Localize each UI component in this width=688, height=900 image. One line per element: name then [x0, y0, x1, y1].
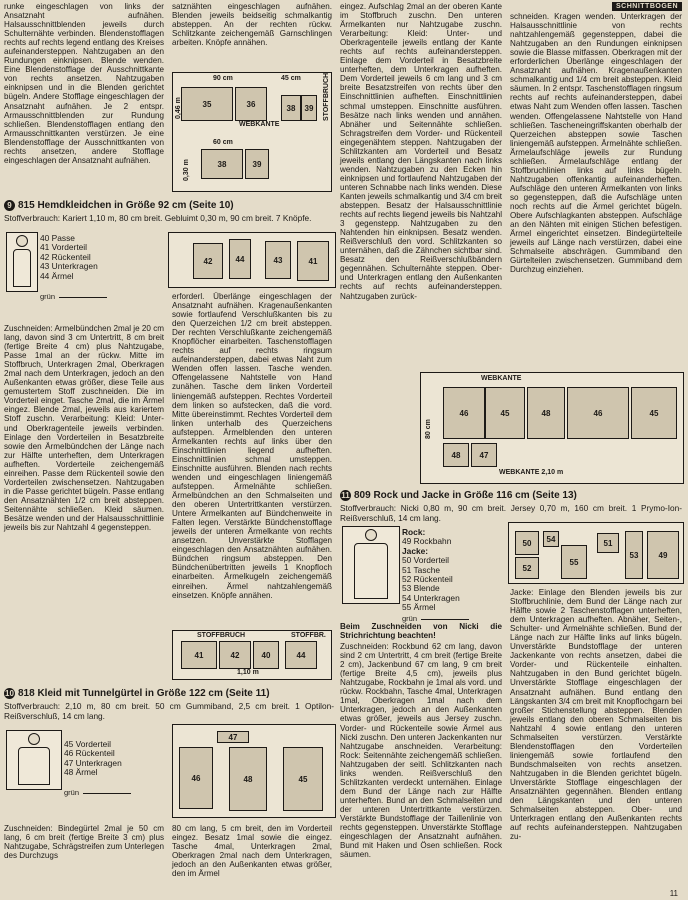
part-item: 51 Tasche	[402, 564, 441, 575]
part-item: 42 Rückenteil	[40, 251, 91, 262]
pattern-piece-43: 43	[265, 241, 291, 279]
section-809-title-text: 809 Rock und Jacke in Größe 116 cm (Seite 13)	[354, 490, 577, 501]
section-815-number: 9	[4, 200, 15, 211]
part-item: 44 Ärmel	[40, 270, 74, 281]
label-webkante-818-bottom: WEBKANTE 2,10 m	[499, 469, 564, 476]
pattern-piece-38: 38	[281, 95, 301, 121]
part-item: 48 Ärmel	[64, 767, 98, 778]
pattern-piece-50: 50	[515, 531, 539, 555]
section-809-body-right: Jacke: Einlage den Blenden jeweils bis zur Stoffbruchlinie, dem Bund der Länge nach zur Hälfte sowie 2 Taschenstofflagen unterheften, dem Unterkragen aufheften. Abnäher, Seiten-, Schulter- und Ärmelnähte schließen. Bund der Länge nach zur Hälfte links auf links bügeln. Unverstärkte Bundstofflage der unteren Jackenkante von rechts ansetzen, dabei die Vorder- und Rückenteile einhalten. Nahtzugaben in den Bund gerichtet bügeln. Unverstärkte Stofflage eingeschlagen der Ansatznaht aufnähen. Bund entlang den Längskanten 3/4 cm breit mit Knopflochgarn bei großer Stichenstellung absteppen. Blenden jeweils entlang den oberen Schmalseiten bis Nahtzahl 4 sowie entlang den unteren Schmalseiten verstürzen. Verstärkte Blendenstofflagen den Vorderteilen liniengemäß sowie fortlaufend den Bundschmalseiten von rechts ansetzen. Nahtzugaben in die Blenden gerichtet bügeln. Unverstärkte Stofflage eingeschlagen der Ansatznähten gegennähen. Blenden entlang den Längskanten und den unteren Schmalseiten absteppen. Ober- und Unterkragen entlang den Außenkanten rechts auf rechts aufeinandersteppen. Nahtzugaben zu-	[510, 588, 682, 842]
section-809-material: Stoffverbrauch: Nicki 0,80 m, 90 cm breit. Jersey 0,70 m, 160 cm breit. 1 Prymo-Ion-Reißverschluß, 14 cm lang.	[340, 503, 682, 523]
label-stoffbr-815: STOFFBR.	[291, 632, 326, 639]
model-sketch-809	[342, 526, 400, 604]
part-group-heading: Rock:	[402, 527, 426, 537]
pattern-diagram-top	[172, 72, 332, 192]
section-815-material: Stoffverbrauch: Kariert 1,10 m, 80 cm breit. Gebluimt 0,30 m, 90 cm breit. 7 Knöpfe.	[4, 213, 312, 223]
section-815-body-right: erforderl. Überlänge eingeschlagen der Ansatznaht aufnähen. Kragenaußenkanten sowie fortlaufend Verschlußkanten bis zu den Querzeichen 1/2 cm breit absteppen. Der rechten Verschlußkante zeichengemäß Knopflöcher einarbeiten. Taschenstofflagen rechts auf rechts ringsum aufeinandersteppen, dabei etwas Naht zum Wenden offen lassen. Tasche wenden. Offengelassene Nahtstelle von Hand zunähen. Tasche dem linken Vorderteil liniengemäß aufsteppen. Rechtes Vorderteil dem linken so aufstecken, daß die vord. Mitte übereinstimmt. Rechtes Vorderteil dem linken unterhalb des Querzeichens aufsteppen. Ärmelblenden den unteren Ärmelkanten rechts auf links über den Einschnittlinien liegend aufheften. Einschnittlinien schmal umsteppen. Einschnitte ausführen. Blenden nach rechts wenden und eingeschlagen liniengemäß aufsteppen. Ärmelnähte schließen. Ärmelbündchen an den Schmalseiten und den oberen Untertrittkanten verstürzen. Untere Ärmelkanten auf Bündchenweite in Falten legen. Verstärkte Bündchenstofflage jeweils der unteren Ärmelkante von rechts ansetzen. Unverstärkte Stofflagen eingeschlagen den Ansatznähten aufnähen. Bündchen ringsum absteppen. Den Bündchenübertritten jeweils 1 Knopfloch einarbeiten. Ärmelkugeln zeichengemäß einreihen. Ärmel nahtzahlengemäß einsetzen. Knöpfe annähen.	[172, 292, 332, 600]
label-webkante: WEBKANTE	[239, 121, 280, 128]
label-80cm-818: 80 cm	[425, 419, 432, 439]
section-809-body-left: Zuschneiden: Rockbund 62 cm lang, davon sind 2 cm Untertritt, 4 cm breit (fertige Breite 2 cm), Jackenbund 67 cm lang, 9 cm breit (fertige Breite 4,5 cm), jeweils plus Nahtzugabe, Rockbahn je 1mal als vord. und rückw. Rockbahn, Tasche 4mal, Unterkragen 1mal, Oberkragen 1mal nach dem Unterkragen, jedoch an den Außenkanten etwas größer, jeweils aus Jersey zuschn. Vorder- und Rückenteile sowie Ärmel aus Nicki zuschn. Den unteren Jackenkanten nur Nahtzugabe anschneiden. Verarbeitung: Rock: Seitennähte zeichengemäß schließen. Nahtzugaben der seitl. Schlitzkanten nach links wenden. Reißverschluß den Schlitzkanten verdeckt unternähen. Einlage dem Bund der Länge nach zur Hälfte unterheften. Bund an den Schmalseiten und der unteren Untertrittkante verstürzen. Verstärkte Bundstofflage der Taillenlinie von rechts gegensteppen. Unverstärkte Stofflage eingeschlagen der Ansatznaht aufnähen. Bund mit Haken und Ösen schließen. Rock säumen.	[340, 642, 502, 860]
label-030m: 0,30 m	[183, 159, 190, 181]
part-item: 43 Unterkragen	[40, 261, 98, 272]
label-110m: 1,10 m	[237, 669, 259, 676]
pattern-piece-47-layout: 47	[471, 443, 497, 467]
section-815-body-left: Zuschneiden: Armelbündchen 2mal je 20 cm lang, davon sind 3 cm Untertritt, 8 cm breit (fertige Breite 4 cm) plus Nahtzugabe, Passe 1mal an der rückw. Mitte im Stoffbruch, Unterkragen 2mal, Oberkragen 2mal nach dem Unterkragen, jedoch an den Außenkanten etwas größer, diese Teile aus gemustertem Stoff zuschneiden. Die im Vorderteil einget. Tasche 2mal, die im Ärmel eingez. Blende 2mal, jeweils aus kariertem Stoff zuschn. Verarbeitung: Kleid: Unter- und Oberkragenteile jeweils verbinden. Einlage den Vorderteilen in Besatzbreite sowie den Ärmelbündchen der Länge nach zur Hälfte unterheften, dem Unterkragen aufheften. Vorderteile zeichengemäß einreihen. Passe dem Rückenteil sowie den Vorderteilen zwischensetzen. Nahtzugaben in die Passe gerichtet bügeln. Passe entlang den Ansatznähten 1/2 cm breit absteppen. Seitennähte schließen. Kleid säumen. Besätze wenden und der Halsausschnittlinie jeweils bis zur Nahtzahl 4 gegensteppen.	[4, 324, 164, 533]
section-815-text-right	[172, 292, 332, 602]
section-815	[4, 200, 334, 226]
section-818-text-left	[4, 824, 164, 862]
pattern-piece-48-layout-b: 48	[443, 443, 469, 467]
section-818-body-left: Zuschneiden: Bindegürtel 2mal je 50 cm lang, 6 cm breit (fertige Breite 3 cm) plus Nahtzugabe, Schrägstreifen zum Unterlegen des Durchzugs	[4, 824, 164, 861]
label-046m: 0,46 m	[175, 97, 182, 119]
pattern-layout-815	[172, 630, 332, 680]
section-818	[4, 688, 334, 723]
section-818-text-right	[172, 824, 332, 880]
pattern-piece-40-layout: 40	[253, 641, 279, 669]
section-809-title	[340, 490, 682, 502]
label-90cm: 90 cm	[213, 75, 233, 82]
schnittbogen-logo: SCHNITTBOGEN	[612, 2, 682, 11]
section-818-number: 10	[5, 689, 14, 698]
col4-top-text	[510, 12, 682, 276]
pattern-piece-44: 44	[229, 239, 251, 279]
pattern-layout-818	[420, 372, 684, 484]
section-815-title-text: 815 Hemdkleidchen in Größe 92 cm (Seite 10)	[18, 200, 234, 211]
section-809	[340, 490, 682, 525]
pattern-piece-41-layout: 41	[181, 641, 217, 669]
pattern-piece-36: 36	[235, 87, 267, 121]
pattern-piece-45-layout-b: 45	[631, 387, 677, 439]
pattern-piece-45: 45	[283, 747, 323, 811]
part-item: 40 Passe	[40, 233, 75, 243]
part-item: 54 Unterkragen	[402, 592, 460, 603]
section-818-material: Stoffverbrauch: 2,10 m, 80 cm breit. 50 cm Gummiband, 2,5 cm breit. 1 Optilon-Reißverschluß, 14 cm lang.	[4, 701, 334, 721]
pattern-piece-47: 47	[217, 731, 249, 743]
section-809-number: 11	[341, 491, 350, 500]
pattern-piece-38b: 38	[201, 149, 243, 179]
pattern-piece-44-layout: 44	[285, 641, 317, 669]
pattern-piece-35: 35	[181, 87, 233, 121]
pattern-piece-45-layout: 45	[485, 387, 525, 439]
col4-paragraph: schneiden. Kragen wenden. Unterkragen der Halsausschnittlinie von rechts nahtzahlengemäß gegensteppen, dabei die Nahtzugaben an den Rundungen einknipsen sowie die Blasse mitfassen. Oberkragen mit der erforderlichen Überlänge eingeschlagen der Ansatznaht aufnähen. Kragenaußenkanten schmalkantig und 1/4 cm breit absteppen. Kleid säumen. In 2 entspr. Taschenstofflagen ringsum rechts auf rechts aufeinandersteppen, dabei etwas Naht zum Wenden offen lassen. Taschen wenden. Offengelassene Nahtstelle von Hand schließen. Tascheneingriffskanten oberhalb der Querzeichen absteppen sowie Taschen liniengemäß aufsteppen. Ärmelnähte schließen. Ärmelaufschläge jeweils zur Rundung schließen. Ärmelaufschläge entlang der Stoffbruchlinien links auf links bügeln. Nahtzugaben offenkantig aufeinanderheften. Aufschläge den unteren Ärmelkanten von links so gegensteppen, daß die Aufschläge unten noch rechts auf die Ärmel gerichtet bügeln. Obere Aufschlagkanten absteppen. Aufschläge an den Nähten mit einigen Stichen befestigen. Ärmel eingerichtet einsetzen. Bindegürtelteile jeweils auf Länge nach verstürzen, dabei eine Schmalseite abschrägen. Gummiband den Gürtelteilen zwischensetzen. Gummiband dem Durchzug einziehen.	[510, 12, 682, 275]
color-legend-815	[40, 292, 107, 301]
parts-list-818	[64, 740, 122, 778]
pattern-piece-41: 41	[297, 241, 329, 281]
section-815-title	[4, 200, 334, 212]
label-stoffbruch: STOFFBRUCH	[323, 72, 330, 121]
part-item: 47 Unterkragen	[64, 757, 122, 768]
color-legend-label: grün	[40, 292, 56, 301]
pattern-piece-46-layout: 46	[443, 387, 485, 439]
pattern-piece-39: 39	[301, 95, 317, 121]
col1-paragraph: runke eingeschlagen von links der Ansatznaht aufnähen. Halsausschnittblenden jeweils durch Schulternähte verbinden. Blendenstofflagen rechts auf rechts legend entlang des Kreises aufeinandersteppen. Nahtzugaben an den Rundungen einknipsen. Blende wenden. Eine Blendenstofflage der Ausschnittkante von rechts ansetzen. Nahtzugaben einknipsen und in die Blenden gerichtet bügeln. Andere Stofflage eingeschlagen der Ansatznaht aufnähen. Je 2 entspr. Armausschnittblenden zur Rundung schließen. Blendenstofflagen entlang den Armausschnittkanten verstürzen. Je eine Blendenstofflage der Ausschnittkanten von rechts ansetzen, andere Stofflage eingeschlagen der Ansatznaht aufnähen.	[4, 2, 164, 165]
pattern-piece-46: 46	[179, 747, 213, 809]
label-webkante-818-top: WEBKANTE	[481, 375, 522, 382]
part-item: 50 Vorderteil	[402, 555, 450, 566]
model-sketch-815	[6, 232, 38, 292]
pattern-piece-55: 55	[561, 545, 587, 579]
col3-paragraph: eingez. Aufschlag 2mal an der oberen Kante im Stoffbruch zuschn. Den unteren Ärmelkanten nur Nahtzugabe zuschn. Verarbeitung: Kleid: Unter- und Oberkragenteile jeweils entlang der Kante rechts auf rechts aufeinandersteppen. Einlage dem Vorderteil in Besatzbreite unterheften, dem Unterkragen aufheften. Dem Vorderteil jeweils 6 cm lang und 3 cm breite Besatzstreifen von rechts über den Einschnittlinien aufheften. Einschnittlinien schmal umsteppen. Einschnitte ausführen. Besätze nach links wenden und annähen. Abnäher und Seitennähte schließen. Schragstreifen dem Vorder- und Rückenteil eingegenähtem steppen. Nahtzugaben der Schlitzkanten am Vorderteil und Besatz jeweils entlang den Längskanten nach links wenden. Nahtzugaben zu den Ecken hin einknipsen und fortlaufend Nahtzugaben der unteren Schnabbe nach links wenden. Diese Kanten jeweils schmalkantig und 3/4 cm breit absteppen. Besatz der Halsausschnittlinie rechts auf rechts liegend jeweils bis Nahtzahl 3 gegenstepp. Nahtzugaben zu den Nahtenden hin einknipsen. Besatz wenden. Reißverschluß den vord. Schlitzkanten so unternähen, daß die Zähnchen sichtbar sind. Besatz den Reißverschlußbändern gegennähen. Schulternähte steppen. Ober- und Unterkragen entlang den Außenkanten rechts auf rechts aufeinandersteppen. Nahtzugaben zurück-	[340, 2, 502, 301]
pattern-piece-49: 49	[647, 531, 679, 579]
pattern-pieces-815	[168, 232, 336, 288]
parts-list-815	[40, 234, 98, 281]
part-item: 52 Rückenteil	[402, 574, 453, 585]
pattern-piece-52: 52	[515, 557, 539, 579]
col2-paragraph: satznähten eingeschlagen aufnähen. Blenden jeweils beidseitig schmalkantig absteppen. An der rechten rückw. Schlitzkante zeichengemäß Garnschlingen arbeiten. Knöpfe annähen.	[172, 2, 332, 48]
parts-list-809	[402, 528, 460, 613]
pattern-pieces-818	[172, 724, 336, 818]
pattern-piece-48-layout: 48	[527, 387, 565, 439]
page-number: 11	[669, 889, 678, 898]
part-item: 55 Ärmel	[402, 602, 436, 613]
pattern-pieces-809	[508, 522, 684, 584]
part-group-heading: Jacke:	[402, 545, 429, 556]
label-45cm: 45 cm	[281, 75, 301, 82]
section-809-note: Beim Zuschneiden von Nicki die Strichrichtung beachten!	[340, 622, 502, 641]
pattern-piece-42: 42	[193, 243, 223, 279]
part-item: 53 Blende	[402, 583, 440, 594]
part-item: 46 Rückenteil	[64, 748, 115, 759]
pattern-piece-48: 48	[229, 747, 267, 811]
col3-top-text	[340, 2, 502, 303]
col1-top-text	[4, 2, 164, 167]
section-815-text-left	[4, 324, 164, 534]
color-legend-818	[64, 788, 131, 797]
pattern-piece-51: 51	[597, 533, 619, 553]
label-stoffbruch-815: STOFFBRUCH	[197, 632, 246, 639]
part-item: 49 Rockbahn	[402, 536, 452, 547]
part-item: 45 Vorderteil	[64, 739, 112, 749]
col2-top-text	[172, 2, 332, 49]
pattern-piece-53: 53	[625, 531, 643, 579]
section-818-title-text: 818 Kleid mit Tunnelgürtel in Größe 122 cm (Seite 11)	[18, 688, 270, 699]
color-legend-label: grün	[402, 614, 418, 623]
section-809-text-left	[340, 622, 502, 861]
color-legend-label: grün	[64, 788, 80, 797]
label-60cm: 60 cm	[213, 139, 233, 146]
model-sketch-818	[6, 730, 62, 790]
section-809-text-right	[510, 588, 682, 843]
section-818-body-right: 80 cm lang, 5 cm breit, den im Vorderteil eingez. Besatz 1mal sowie die eingez. Tasche 4mal, Unterkragen 2mal, Oberkragen 2mal nach dem Unterkragen, jedoch an den Außenkanten etwas größer, den im Ärmel	[172, 824, 332, 879]
pattern-piece-42-layout: 42	[219, 641, 251, 669]
pattern-piece-54: 54	[543, 531, 559, 547]
pattern-piece-39b: 39	[245, 149, 269, 179]
part-item: 41 Vorderteil	[40, 242, 88, 253]
section-818-title	[4, 688, 334, 700]
pattern-piece-46-layout-b: 46	[567, 387, 629, 439]
